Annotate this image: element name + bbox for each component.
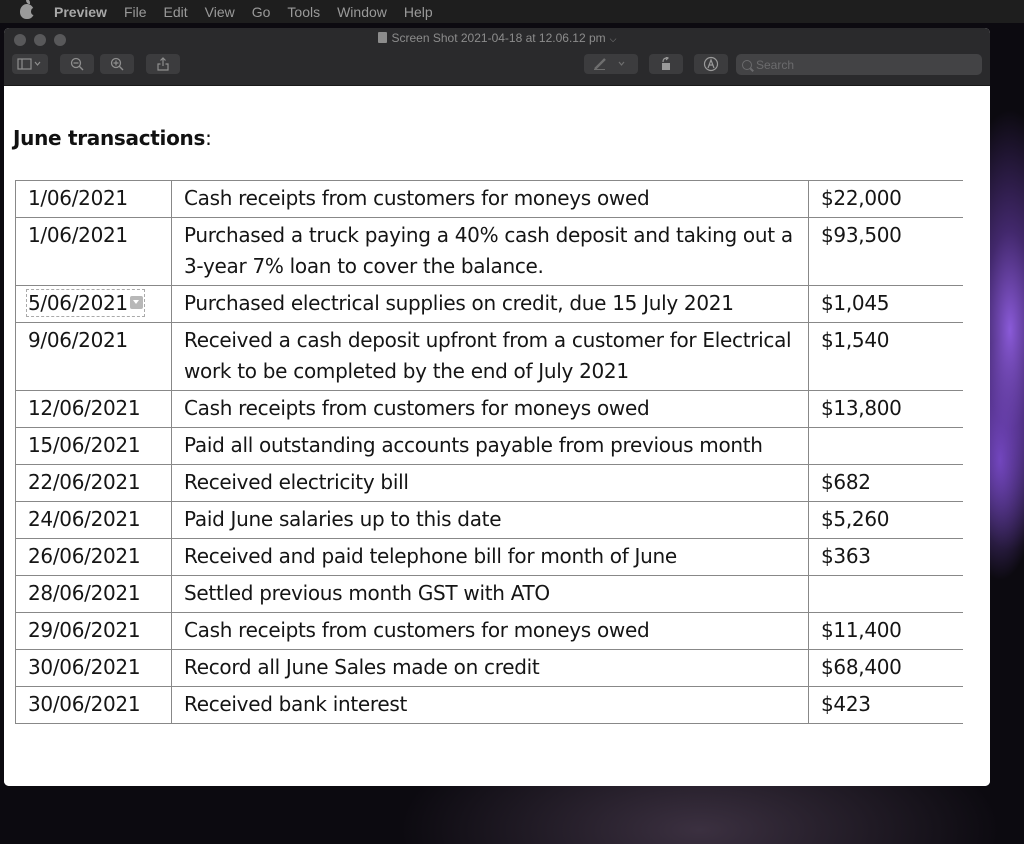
sidebar-icon bbox=[17, 58, 43, 70]
description-cell: Cash receipts from customers for moneys owed bbox=[172, 613, 809, 650]
date-picker-dropdown-icon[interactable] bbox=[130, 296, 143, 309]
description-cell: Received electricity bill bbox=[172, 465, 809, 502]
date-text: 28/06/2021 bbox=[28, 581, 141, 605]
table-row bbox=[16, 218, 964, 286]
amount-cell: $423 bbox=[809, 687, 964, 724]
description-cell: Purchased electrical supplies on credit, due 15 July 2021 bbox=[172, 286, 809, 323]
table-row bbox=[16, 502, 964, 539]
date-text: 12/06/2021 bbox=[28, 396, 141, 420]
search-placeholder: Search bbox=[756, 57, 795, 72]
table-row bbox=[16, 465, 964, 502]
page-title-suffix: : bbox=[205, 126, 212, 150]
markup-pen-button[interactable] bbox=[584, 54, 638, 74]
zoom-out-button[interactable] bbox=[60, 54, 94, 74]
date-text: 22/06/2021 bbox=[28, 470, 141, 494]
date-cell bbox=[16, 502, 172, 539]
transactions-table bbox=[15, 180, 963, 724]
menu-help[interactable]: Help bbox=[403, 3, 433, 20]
page-title-bold: June transactions bbox=[13, 126, 206, 150]
share-icon bbox=[157, 57, 169, 71]
amount-cell: $22,000 bbox=[809, 181, 964, 218]
apple-icon[interactable] bbox=[20, 4, 34, 19]
date-text: 1/06/2021 bbox=[28, 186, 128, 210]
date-cell bbox=[16, 218, 172, 286]
annotate-button[interactable] bbox=[694, 54, 728, 74]
table-row bbox=[16, 286, 964, 323]
amount-cell: $11,400 bbox=[809, 613, 964, 650]
table-row bbox=[16, 391, 964, 428]
document-icon bbox=[378, 32, 387, 43]
window-title-text: Screen Shot 2021-04-18 at 12.06.12 pm bbox=[391, 31, 606, 45]
zoom-in-icon bbox=[110, 57, 124, 71]
date-text: 15/06/2021 bbox=[28, 433, 141, 457]
chevron-down-icon: ⌵ bbox=[609, 34, 617, 44]
table-row bbox=[16, 323, 964, 391]
date-text: 24/06/2021 bbox=[28, 507, 141, 531]
amount-cell: $93,500 bbox=[809, 218, 964, 286]
amount-cell bbox=[809, 576, 964, 613]
date-cell bbox=[16, 576, 172, 613]
date-cell bbox=[16, 650, 172, 687]
date-cell bbox=[16, 391, 172, 428]
date-cell bbox=[16, 687, 172, 724]
amount-cell: $68,400 bbox=[809, 650, 964, 687]
date-cell bbox=[16, 539, 172, 576]
rotate-icon bbox=[659, 57, 673, 71]
date-text: 26/06/2021 bbox=[28, 544, 141, 568]
amount-cell: $682 bbox=[809, 465, 964, 502]
table-row bbox=[16, 428, 964, 465]
menu-edit[interactable]: Edit bbox=[163, 3, 188, 20]
date-cell bbox=[16, 465, 172, 502]
rotate-button[interactable] bbox=[649, 54, 683, 74]
date-cell bbox=[16, 181, 172, 218]
amount-cell bbox=[809, 428, 964, 465]
description-cell: Cash receipts from customers for moneys owed bbox=[172, 391, 809, 428]
date-field-selected[interactable] bbox=[28, 291, 143, 315]
date-text[interactable]: 5/06/2021 bbox=[28, 291, 128, 315]
search-icon bbox=[742, 60, 752, 70]
markup-pen-icon bbox=[591, 58, 631, 70]
date-cell bbox=[16, 613, 172, 650]
menu-file[interactable]: File bbox=[123, 3, 147, 20]
title-bar bbox=[4, 28, 990, 86]
menu-go[interactable]: Go bbox=[251, 3, 271, 20]
date-text: 30/06/2021 bbox=[28, 655, 141, 679]
date-text: 30/06/2021 bbox=[28, 692, 141, 716]
table-row bbox=[16, 576, 964, 613]
description-cell: Record all June Sales made on credit bbox=[172, 650, 809, 687]
document-view[interactable] bbox=[4, 86, 990, 786]
amount-cell: $1,045 bbox=[809, 286, 964, 323]
description-cell: Purchased a truck paying a 40% cash deposit and taking out a 3-year 7% loan to cover the balance. bbox=[172, 218, 809, 286]
date-cell bbox=[16, 323, 172, 391]
menu-window[interactable]: Window bbox=[337, 3, 387, 20]
date-text: 29/06/2021 bbox=[28, 618, 141, 642]
zoom-in-button[interactable] bbox=[100, 54, 134, 74]
amount-cell: $1,540 bbox=[809, 323, 964, 391]
amount-cell: $13,800 bbox=[809, 391, 964, 428]
table-row bbox=[16, 687, 964, 724]
description-cell: Received a cash deposit upfront from a customer for Electrical work to be completed by the end of July 2021 bbox=[172, 323, 809, 391]
sidebar-toggle-button[interactable] bbox=[12, 54, 48, 74]
menu-view[interactable]: View bbox=[204, 3, 235, 20]
date-cell bbox=[16, 286, 172, 323]
search-field[interactable] bbox=[736, 54, 982, 75]
menu-app-preview[interactable]: Preview bbox=[54, 3, 107, 20]
description-cell: Received and paid telephone bill for month of June bbox=[172, 539, 809, 576]
table-row bbox=[16, 650, 964, 687]
description-cell: Received bank interest bbox=[172, 687, 809, 724]
preview-window bbox=[4, 28, 990, 786]
description-cell: Settled previous month GST with ATO bbox=[172, 576, 809, 613]
menu-tools[interactable]: Tools bbox=[287, 3, 321, 20]
date-text: 9/06/2021 bbox=[28, 328, 128, 352]
window-title[interactable] bbox=[4, 31, 990, 45]
date-cell bbox=[16, 428, 172, 465]
table-row bbox=[16, 539, 964, 576]
description-cell: Paid June salaries up to this date bbox=[172, 502, 809, 539]
share-button[interactable] bbox=[146, 54, 180, 74]
menu-bar bbox=[0, 0, 1024, 23]
annotate-icon bbox=[703, 56, 719, 72]
table-row bbox=[16, 613, 964, 650]
description-cell: Paid all outstanding accounts payable from previous month bbox=[172, 428, 809, 465]
zoom-out-icon bbox=[70, 57, 84, 71]
amount-cell: $363 bbox=[809, 539, 964, 576]
transactions-table-body bbox=[16, 181, 964, 724]
page-title bbox=[13, 126, 212, 150]
table-row bbox=[16, 181, 964, 218]
amount-cell: $5,260 bbox=[809, 502, 964, 539]
date-text: 1/06/2021 bbox=[28, 223, 128, 247]
description-cell: Cash receipts from customers for moneys owed bbox=[172, 181, 809, 218]
